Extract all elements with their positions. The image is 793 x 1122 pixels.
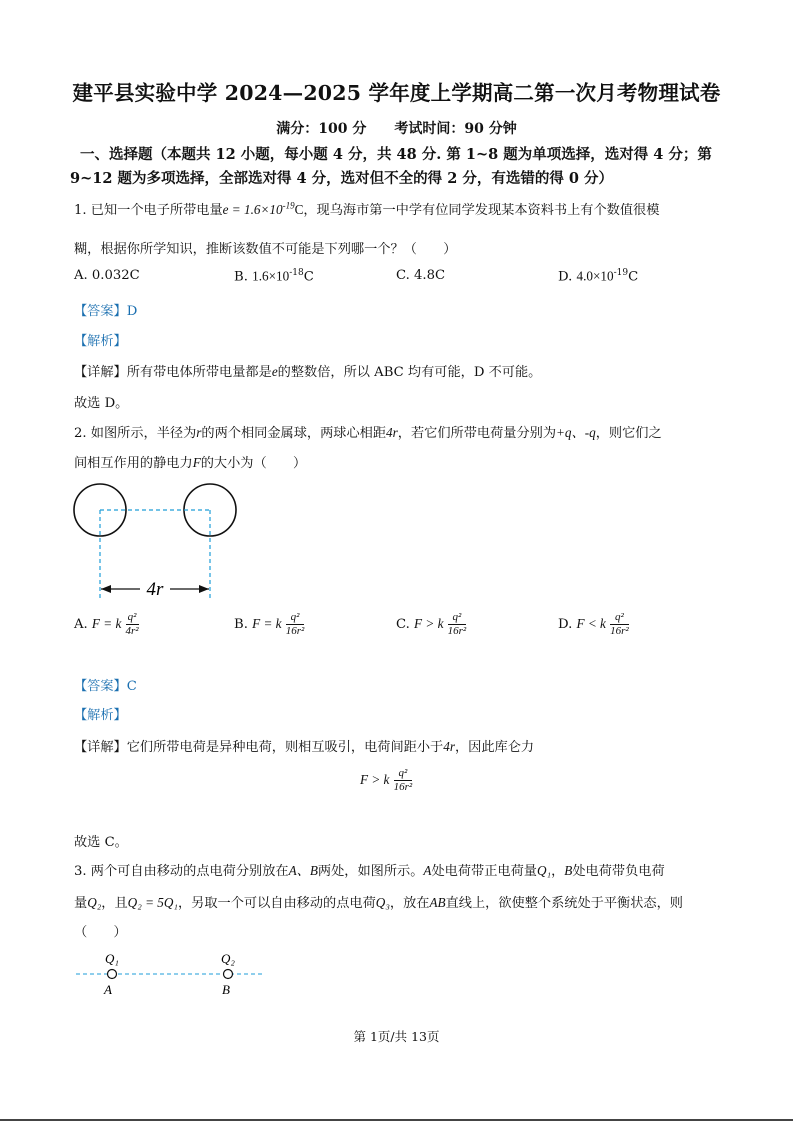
q3-figure-charges <box>70 948 270 1000</box>
q2-formula-lhs: F > k <box>360 772 390 787</box>
exam-info: 满分：100 分 考试时间：90 分钟 <box>276 121 517 137</box>
charge-b-icon <box>224 970 233 979</box>
q1-option-b-label: B. <box>234 269 248 285</box>
q2-stem-line2b: 的大小为（ ） <box>200 456 307 471</box>
q2-stem-line1 <box>74 422 662 441</box>
q2-option-d <box>558 612 629 637</box>
q1-unit: C <box>294 202 304 217</box>
q2-option-d-fraction: $\frac{\text{q²}}{\text{16r²}}$ <box>610 611 629 637</box>
q2-formula-fraction: $\frac{\text{q²}}{\text{16r²}}$ <box>393 767 413 793</box>
q2-stem-b: 的两个相同金属球，两球心相距 <box>201 426 387 441</box>
q3-line1: 3. 两个可自由移动的点电荷分别放在A、B两处，如图所示。A处电荷带正电荷量Q₁，B处电荷带负电荷 <box>74 863 665 879</box>
q1-exp: -19 <box>282 200 295 211</box>
q2-stem-line2a: 间相互作用的静电力 <box>74 456 193 471</box>
q1-option-d-exp: -19 <box>613 268 629 278</box>
q2-option-b-label: B. <box>234 617 248 632</box>
point-a-label: A <box>104 982 112 997</box>
q1-stem-line2: 糊，根据你所学知识，推断该数值不可能是下列哪一个？（ ） <box>74 242 457 257</box>
q2-detail-b: ，因此库仑力 <box>454 740 535 755</box>
q2-stem-c: ，若它们所带电荷量分别为 <box>397 426 557 441</box>
q2-option-d-label: D. <box>558 617 573 632</box>
q2-option-c-label: C. <box>396 617 410 632</box>
charge-a-icon <box>108 970 117 979</box>
q2-option-a-fraction: $\frac{\text{q²}}{\text{4r²}}$ <box>125 611 139 637</box>
q2-option-c-lhs: F > k <box>414 616 444 631</box>
q2-option-b-fraction: $\frac{\text{q²}}{\text{16r²}}$ <box>285 611 305 637</box>
q2-option-a-label: A. <box>74 617 88 632</box>
q1-option-d-expr: 4.0×10 <box>576 268 614 284</box>
q2-option-a <box>74 612 139 637</box>
q2-detail-a: 【详解】它们所带电荷是异种电荷，则相互吸引，电荷间距小于 <box>74 740 444 755</box>
q2-option-c <box>396 612 466 637</box>
q1-option-b-exp: -18 <box>289 268 304 278</box>
q1-conclusion: 故选 D。 <box>74 396 129 411</box>
distance-label: 4r <box>146 579 164 600</box>
bottom-divider <box>0 1119 793 1121</box>
q3-line2: 量Q₂，且Q₂ = 5Q₁，另取一个可以自由移动的点电荷Q₃，放在AB直线上，欲使整个系统处于平衡状态，则 <box>74 895 683 911</box>
q2-charge-label: Q₂ <box>221 951 235 966</box>
q1-option-d-label: D. <box>558 269 573 285</box>
page-footer: 第 1页/共 13页 <box>353 1029 440 1044</box>
page-title: 建平县实验中学 2024—2025 学年度上学期高二第一次月考物理试卷 <box>72 81 721 105</box>
q1-option-a: A. 0.032C <box>74 268 140 283</box>
q1-option-d-unit: C <box>628 269 639 285</box>
q1-charge-label: Q₁ <box>105 951 119 966</box>
q2-stem-a: 2. 如图所示，半径为 <box>74 426 197 441</box>
q2-option-c-fraction: $\frac{\text{q²}}{\text{16r²}}$ <box>447 611 467 637</box>
q2-detail <box>74 736 534 755</box>
q1-option-c: C. 4.8C <box>396 268 446 283</box>
point-b-label: B <box>222 982 230 997</box>
q1-stem-line1 <box>74 199 659 218</box>
q1-option-b-unit: C <box>303 269 314 285</box>
q2-var-4r: 4r <box>386 425 398 440</box>
q1-detail <box>74 361 541 380</box>
q1-stem-b: ，现乌海市第一中学有位同学发现某本资料书上有个数值很模 <box>303 203 660 218</box>
q1-expr: e = 1.6×10 <box>222 202 283 217</box>
q1-detail-b: 的整数倍，所以 ABC 均有可能，D 不可能。 <box>277 365 542 380</box>
arrow-left-icon <box>101 585 111 593</box>
q1-detail-var: e <box>271 364 278 379</box>
q2-conclusion: 故选 C。 <box>74 835 128 850</box>
section-heading-line1: 一、选择题（本题共 12 小题，每小题 4 分，共 48 分. 第 1~8 题为单项选择，选对得 4 分；第 <box>80 146 712 163</box>
q2-analysis: 【解析】 <box>74 708 127 723</box>
q2-answer: 【答案】C <box>74 679 137 694</box>
q3-line3: （ ） <box>74 925 127 940</box>
q1-option-d <box>558 268 638 284</box>
section-heading-line2: 9~12 题为多项选择，全部选对得 4 分，选对但不全的得 2 分，有选错的得 0 分） <box>70 170 614 187</box>
q1-option-b-expr: 1.6×10 <box>252 268 290 284</box>
q1-answer: 【答案】D <box>74 304 138 319</box>
arrow-right-icon <box>199 585 209 593</box>
q2-var-f: F <box>192 455 201 470</box>
q2-figure-two-spheres <box>70 478 250 608</box>
q1-stem-a: 1. 已知一个电子所带电量 <box>74 203 223 218</box>
q2-var-q: +q、-q <box>556 425 596 440</box>
q2-option-d-lhs: F < k <box>576 616 606 631</box>
q2-option-a-lhs: F = k <box>91 616 122 631</box>
q2-stem-line2 <box>74 452 306 471</box>
q2-option-b-lhs: F = k <box>252 616 282 631</box>
q1-option-b <box>234 268 314 284</box>
q2-var-r: r <box>196 425 202 440</box>
q2-formula <box>360 768 412 793</box>
q1-analysis: 【解析】 <box>74 334 127 349</box>
q2-option-b <box>234 612 304 637</box>
q2-stem-d: ，则它们之 <box>595 426 662 441</box>
q1-detail-a: 【详解】所有带电体所带电量都是 <box>74 365 272 380</box>
q2-detail-var: 4r <box>443 739 455 754</box>
